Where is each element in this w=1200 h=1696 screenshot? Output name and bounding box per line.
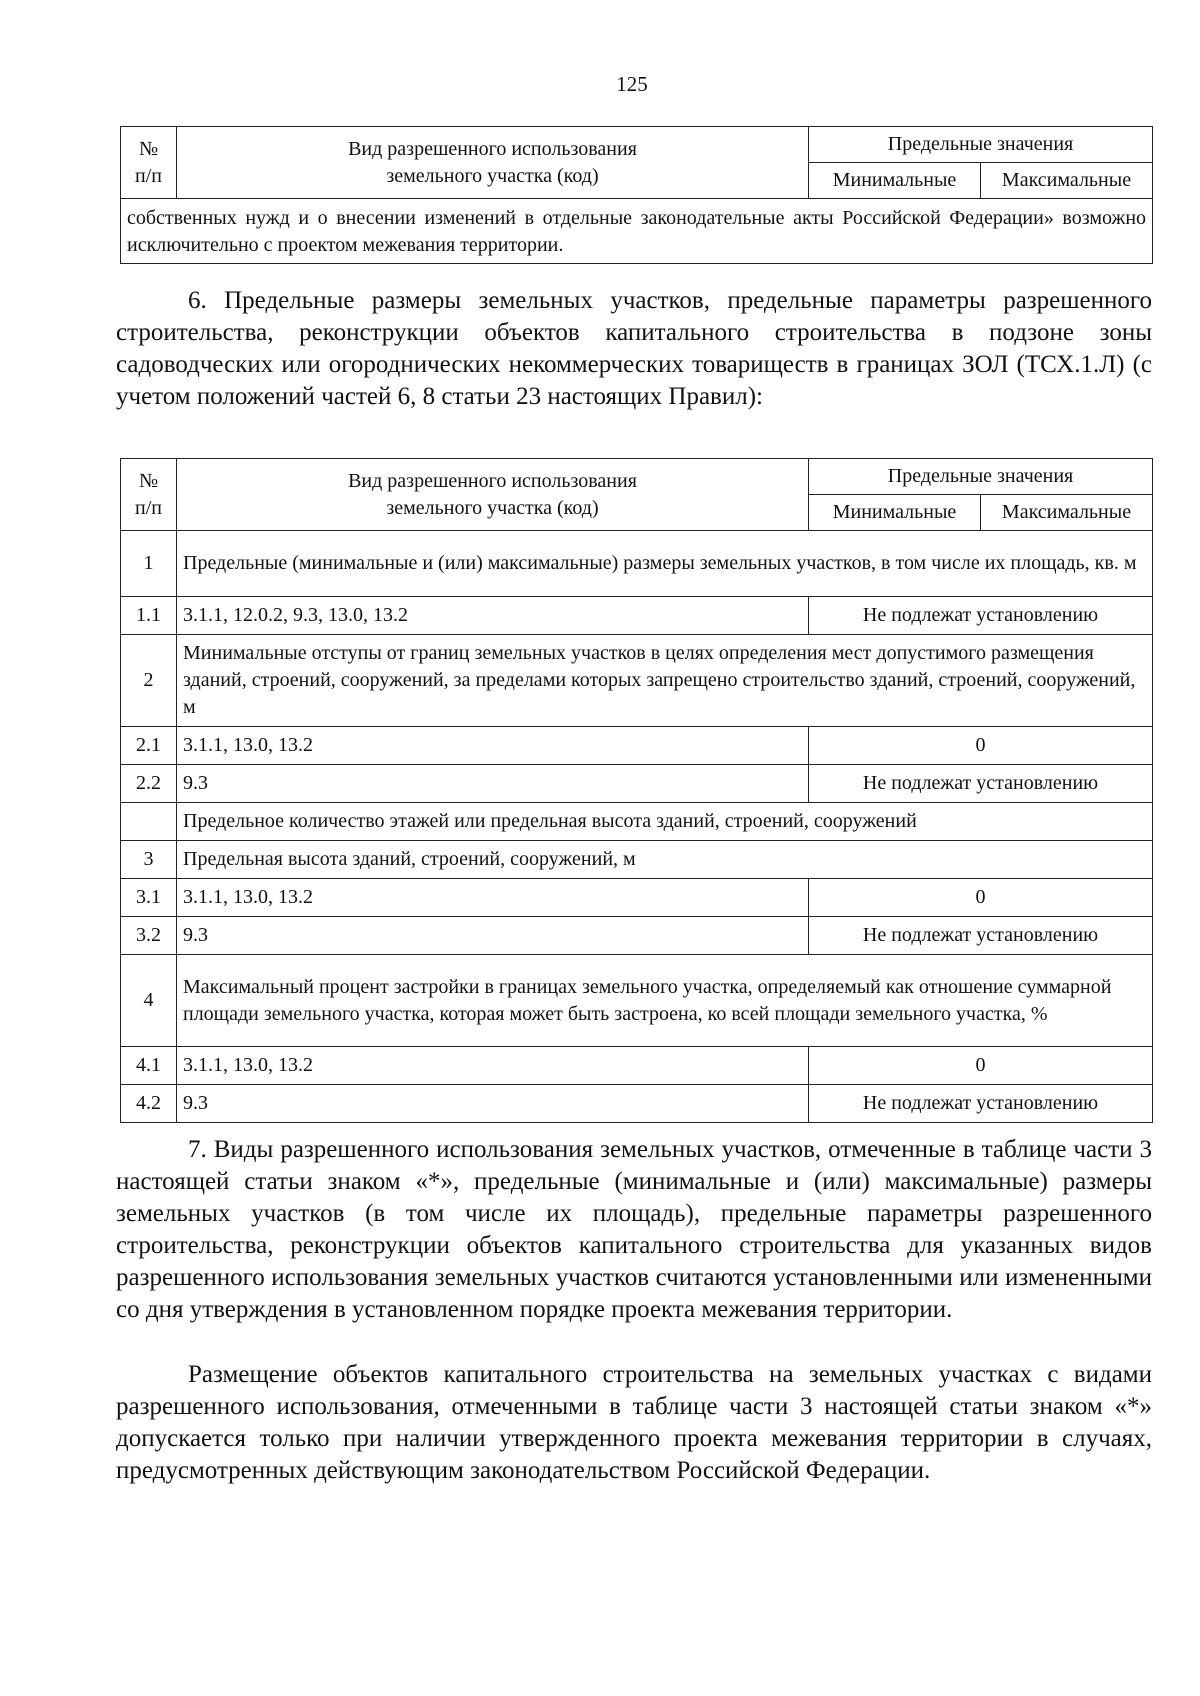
header-min: Минимальные [809, 495, 981, 531]
row-value: 0 [809, 727, 1153, 765]
row-codes: 3.1.1, 13.0, 13.2 [177, 727, 809, 765]
row-text: Предельное количество этажей или предельная высота зданий, строений, сооружений [177, 803, 1153, 841]
table-row [121, 531, 1153, 597]
row-num: 1 [121, 531, 177, 597]
table-row [121, 1085, 1153, 1123]
table-row [121, 635, 1153, 727]
row-num: 2.2 [121, 765, 177, 803]
row-num: 2.1 [121, 727, 177, 765]
header-kind-line1: Вид разрешенного использования [348, 137, 637, 160]
row-value: 0 [809, 879, 1153, 917]
row-codes: 9.3 [177, 765, 809, 803]
header-kind-line2: земельного участка (код) [386, 164, 599, 187]
table-row [121, 727, 1153, 765]
paragraph-7: 7. Виды разрешенного использования земельных участков, отмеченные в таблице части 3 настоящей статьи знаком «*», предельные (минимальные и (или) максимальные) размеры земельных участков (в том числе их площадь), предельные параметры разрешенного строительства, реконструкции объектов капитального строительства для указанных видов разрешенного использования земельных участков считаются установленными или измененными со дня утверждения в установленном порядке проекта межевания территории. [116, 1136, 1152, 1323]
header-num-line2: п/п [135, 496, 162, 519]
row-codes: 3.1.1, 13.0, 13.2 [177, 1047, 809, 1085]
row-num: 3.1 [121, 879, 177, 917]
table-continuation [120, 126, 1153, 264]
row-num: 1.1 [121, 597, 177, 635]
table-row [121, 841, 1153, 879]
table-row [121, 199, 1153, 264]
row-codes: 9.3 [177, 917, 809, 955]
header-kind-cell [177, 459, 809, 531]
header-min: Минимальные [809, 163, 981, 199]
row-codes: 9.3 [177, 1085, 809, 1123]
row-value: Не подлежат установлению [809, 765, 1153, 803]
table-row [121, 765, 1153, 803]
table-row [121, 803, 1153, 841]
row-text: Предельные (минимальные и (или) максимальные) размеры земельных участков, в том числе их площадь, кв. м [177, 531, 1153, 597]
row-num: 4.1 [121, 1047, 177, 1085]
row-value: Не подлежат установлению [809, 597, 1153, 635]
header-num-line2: п/п [135, 164, 162, 187]
row-value: 0 [809, 1047, 1153, 1085]
row-num: 4 [121, 955, 177, 1047]
row-codes: 3.1.1, 12.0.2, 9.3, 13.0, 13.2 [177, 597, 809, 635]
table-row [121, 879, 1153, 917]
row-text: Предельная высота зданий, строений, сооружений, м [177, 841, 1153, 879]
table-row [121, 917, 1153, 955]
header-kind-line1: Вид разрешенного использования [348, 469, 637, 492]
header-max: Максимальные [981, 163, 1153, 199]
header-limits: Предельные значения [809, 459, 1153, 495]
limits-table [120, 458, 1153, 1123]
table-header-row [121, 459, 1153, 495]
row-num: 3 [121, 841, 177, 879]
header-num-line1: № [138, 137, 159, 160]
row-text: Максимальный процент застройки в границах земельного участка, определяемый как отношение суммарной площади земельного участка, которая может быть застроена, ко всей площади земельного участка, % [177, 955, 1153, 1047]
table-row [121, 597, 1153, 635]
header-max: Максимальные [981, 495, 1153, 531]
table-header-row [121, 127, 1153, 163]
row-value: Не подлежат установлению [809, 917, 1153, 955]
header-kind-line2: земельного участка (код) [386, 496, 599, 519]
row-num [121, 803, 177, 841]
header-num-cell [121, 459, 177, 531]
row-num: 2 [121, 635, 177, 727]
paragraph-8: Размещение объектов капитального строительства на земельных участках с видами разрешенного использования, отмеченными в таблице части 3 настоящей статьи знаком «*» допускается только при наличии утвержденного проекта межевания территории в случаях, предусмотренных действующим законодательством Российской Федерации. [116, 1361, 1152, 1484]
row-num: 3.2 [121, 917, 177, 955]
row-text: Минимальные отступы от границ земельных участков в целях определения мест допустимого размещения зданий, строений, сооружений, за пределами которых запрещено строительство зданий, строений, сооружений, м [177, 635, 1153, 727]
header-kind-cell [177, 127, 809, 199]
page-number: 125 [616, 72, 648, 96]
table-row [121, 1047, 1153, 1085]
row-value: Не подлежат установлению [809, 1085, 1153, 1123]
paragraph-6: 6. Предельные размеры земельных участков, предельные параметры разрешенного строительства, реконструкции объектов капитального строительства в подзоне зоны садоводческих или огороднических некоммерческих товариществ в границах ЗОЛ (ТСХ.1.Л) (с учетом положений частей 6, 8 статьи 23 настоящих Правил): [116, 287, 1152, 410]
header-num-line1: № [138, 469, 159, 492]
header-limits: Предельные значения [809, 127, 1153, 163]
table-row [121, 955, 1153, 1047]
row-num: 4.2 [121, 1085, 177, 1123]
row-codes: 3.1.1, 13.0, 13.2 [177, 879, 809, 917]
header-num-cell [121, 127, 177, 199]
continuation-text: собственных нужд и о внесении изменений в отдельные законодательные акты Российской Федерации» возможно исключительно с проектом межевания территории. [121, 199, 1153, 264]
